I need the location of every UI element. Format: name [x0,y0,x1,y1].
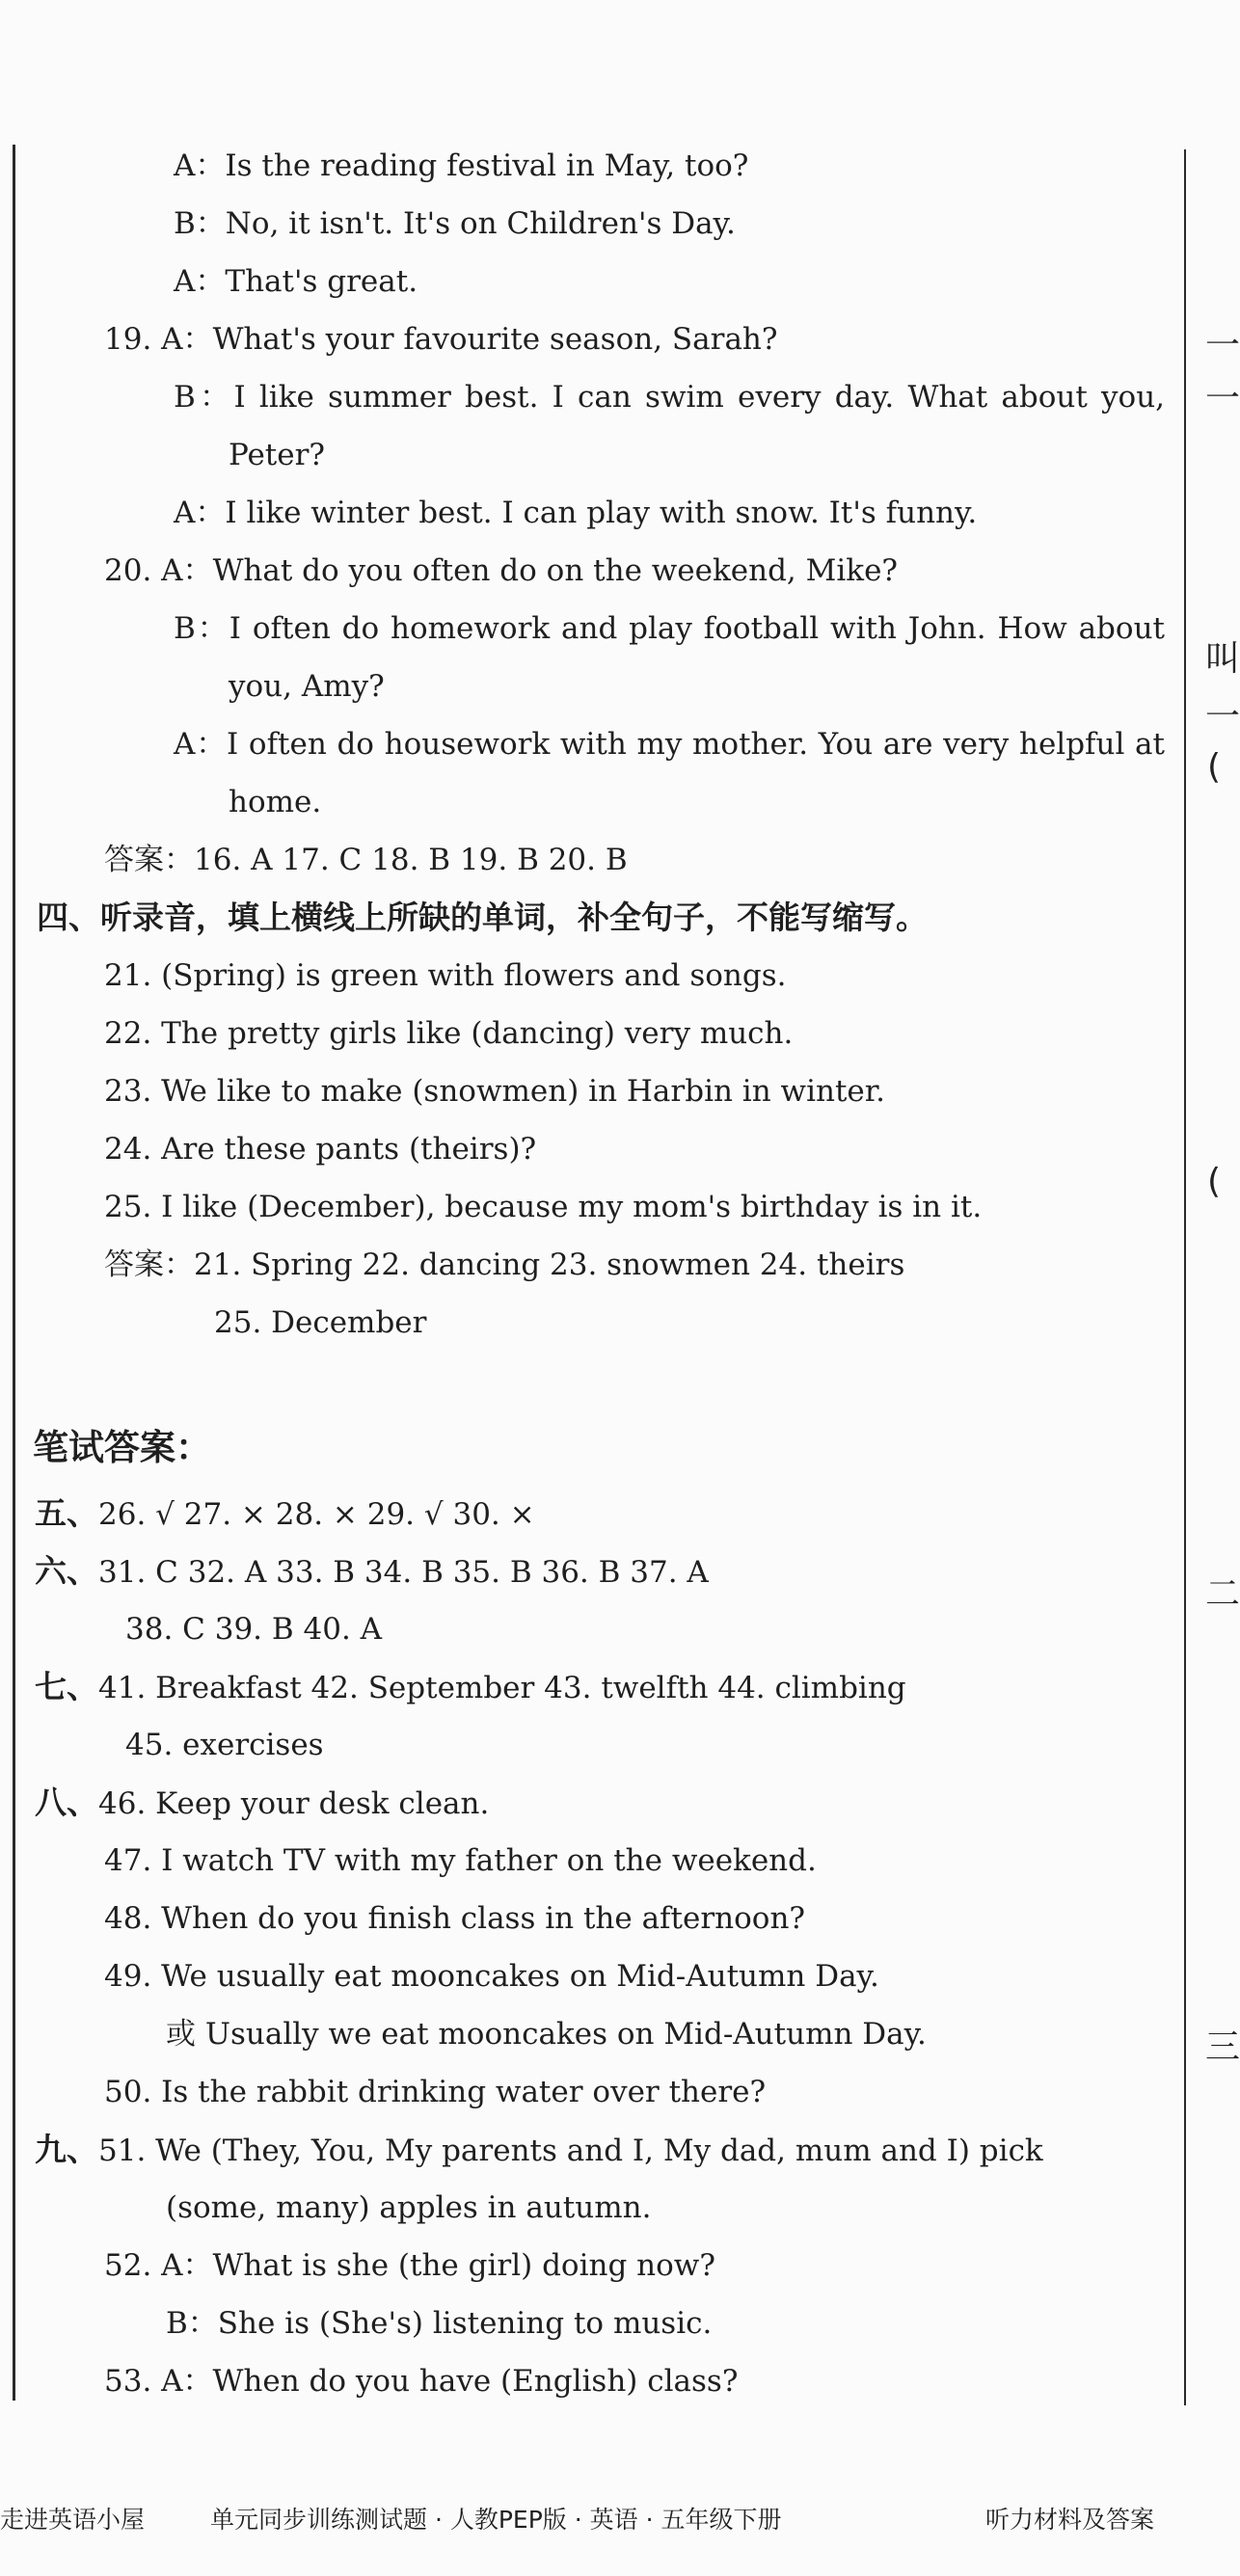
section-6-answers: 六、31. C 32. A 33. B 34. B 35. B 36. B 37. A [35,1552,709,1590]
right-margin-rule [1184,149,1186,2405]
adjacent-page-glyph: 三 [1205,2027,1240,2067]
list-item: (some, many) apples in autumn. [166,2190,652,2225]
dialogue-line: A：Is the reading festival in May, too? [174,148,749,183]
dialogue-line: A：I often do housework with my mother. You are very helpful at [174,727,1165,762]
list-item: 52. A：What is she (the girl) doing now? [104,2248,715,2283]
adjacent-page-glyph: 一 [1205,697,1240,737]
written-answers-heading: 笔试答案： [33,1427,211,1468]
dialogue-line: Peter? [229,438,326,472]
page-footer [0,2499,1222,2541]
footer-left: 走进英语小屋 [0,2506,146,2534]
left-margin-rule [13,145,15,2401]
section-4-heading: 四、听录音，填上横线上所缺的单词，补全句子，不能写缩写。 [37,899,928,936]
footer-right: 听力材料及答案 [985,2506,1155,2534]
list-item: 24. Are these pants (theirs)? [104,1132,537,1167]
dialogue-line: B：No, it isn't. It's on Children's Day. [174,206,736,241]
adjacent-page-glyph: 一 [1205,379,1240,418]
adjacent-page-glyph: 二 [1205,1574,1240,1614]
answer-key-part4: 答案：21. Spring 22. dancing 23. snowmen 24. theirs [104,1248,905,1282]
dialogue-line: B：I often do homework and play football with John. How about [174,611,1165,646]
list-item: 49. We usually eat mooncakes on Mid-Autumn Day. [104,1959,879,1994]
list-item: 21. (Spring) is green with flowers and songs. [104,958,787,993]
list-item: 53. A：When do you have (English) class? [104,2364,739,2399]
section-7-answers-cont: 45. exercises [125,1728,324,1762]
list-item: 47. I watch TV with my father on the weekend. [104,1843,817,1878]
answer-key-part3: 答案：16. A 17. C 18. B 19. B 20. B [104,843,628,877]
section-8-answers: 八、46. Keep your desk clean. [35,1784,490,1821]
adjacent-page-glyph: ( [1207,1162,1222,1201]
question-number: 19. [104,322,152,357]
list-item: B：She is (She's) listening to music. [166,2306,713,2341]
dialogue-line: home. [229,785,322,819]
question-19: 19. A：What's your favourite season, Sarah? [104,322,778,357]
dialogue-line: B：I like summer best. I can swim every day. What about you, [174,380,1166,415]
section-5-answers: 五、26. √ 27. × 28. × 29. √ 30. × [35,1494,535,1532]
adjacent-page-glyph: ( [1207,747,1222,787]
adjacent-page-glyph: 一 [1205,326,1240,365]
list-item: 或 Usually we eat mooncakes on Mid-Autumn Day. [166,2017,927,2052]
dialogue-line: you, Amy? [229,669,385,704]
section-9-answers: 九、51. We (They, You, My parents and I, My dad, mum and I) pick [35,2131,1043,2168]
list-item: 23. We like to make (snowmen) in Harbin in winter. [104,1074,886,1109]
answer-key-part4-cont: 25. December [214,1305,427,1340]
dialogue-line: A：That's great. [174,264,418,299]
list-item: 22. The pretty girls like (dancing) very much. [104,1016,794,1051]
list-item: 50. Is the rabbit drinking water over there? [104,2075,767,2109]
section-7-answers: 七、41. Breakfast 42. September 43. twelfth 44. climbing [35,1668,906,1705]
dialogue-line: A：I like winter best. I can play with snow. It's funny. [174,496,978,530]
section-6-answers-cont: 38. C 39. B 40. A [125,1612,383,1647]
adjacent-page-glyph: 叫 [1205,639,1240,679]
list-item: 25. I like (December), because my mom's birthday is in it. [104,1190,983,1224]
question-20: 20. A：What do you often do on the weekend, Mike? [104,553,899,588]
list-item: 48. When do you finish class in the afternoon? [104,1901,806,1936]
footer-center: 单元同步训练测试题 · 人教PEP版 · 英语 · 五年级下册 [210,2506,782,2534]
question-number: 20. [104,553,152,588]
